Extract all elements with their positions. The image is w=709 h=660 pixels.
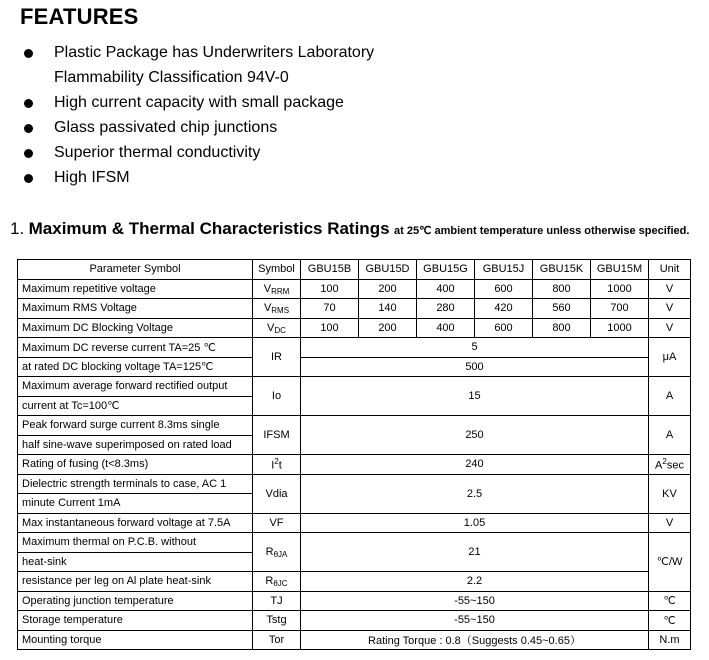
bullet-icon: [24, 149, 33, 158]
table-row: [18, 416, 691, 436]
value-cell: 2.5: [301, 474, 649, 513]
table-row: [18, 533, 691, 553]
symbol-cell: Io: [253, 377, 301, 416]
table-row: [18, 630, 691, 650]
param-cell: minute Current 1mA: [18, 494, 253, 514]
header-cell: GBU15K: [533, 260, 591, 280]
table-row: [18, 279, 691, 299]
header-cell: GBU15G: [417, 260, 475, 280]
param-cell: Dielectric strength terminals to case, AC 1: [18, 474, 253, 494]
feature-item: High current capacity with small package: [24, 90, 374, 115]
param-cell: Maximum DC Blocking Voltage: [18, 318, 253, 338]
param-cell: Peak forward surge current 8.3ms single: [18, 416, 253, 436]
value-cell: 200: [359, 279, 417, 299]
header-cell: GBU15M: [591, 260, 649, 280]
value-cell: 280: [417, 299, 475, 319]
features-heading: FEATURES: [20, 4, 139, 29]
value-cell: 700: [591, 299, 649, 319]
table-row: [18, 474, 691, 494]
feature-item: Plastic Package has Underwriters Laboratory: [24, 40, 374, 65]
param-cell: Max instantaneous forward voltage at 7.5A: [18, 513, 253, 533]
feature-item-continuation: Flammability Classification 94V-0: [54, 69, 289, 86]
param-cell: Maximum repetitive voltage: [18, 279, 253, 299]
section-heading: [10, 219, 689, 239]
value-cell: 800: [533, 279, 591, 299]
symbol-cell: $R_{\theta JC}$: [253, 572, 301, 592]
value-cell: 600: [475, 318, 533, 338]
unit-cell: A: [649, 416, 691, 455]
symbol-cell: Vdia: [253, 474, 301, 513]
param-cell: Maximum DC reverse current TA=25 ℃: [18, 338, 253, 358]
value-cell: 250: [301, 416, 649, 455]
value-cell: 600: [475, 279, 533, 299]
value-cell: 5: [301, 338, 649, 358]
header-cell: Parameter Symbol: [18, 260, 253, 280]
param-cell: Rating of fusing (t<8.3ms): [18, 455, 253, 475]
table-row: [18, 299, 691, 319]
symbol-cell: $R_{\theta JA}$: [253, 533, 301, 572]
value-cell: Rating Torque : 0.8（Suggests 0.45~0.65）: [301, 630, 649, 650]
table-row: [18, 591, 691, 611]
table-row: [18, 318, 691, 338]
section-number: 1.: [10, 219, 25, 238]
value-cell: 100: [301, 279, 359, 299]
value-cell: 420: [475, 299, 533, 319]
table-row: [18, 513, 691, 533]
value-cell: 15: [301, 377, 649, 416]
header-cell: GBU15D: [359, 260, 417, 280]
unit-cell: ℃: [649, 611, 691, 631]
unit-cell: V: [649, 513, 691, 533]
symbol-cell: IFSM: [253, 416, 301, 455]
value-cell: -55~150: [301, 611, 649, 631]
value-cell: 70: [301, 299, 359, 319]
ratings-table: [17, 259, 691, 650]
symbol-cell: $V_{DC}$: [253, 318, 301, 338]
unit-cell: ℃: [649, 591, 691, 611]
value-cell: 400: [417, 279, 475, 299]
param-cell: at rated DC blocking voltage TA=125℃: [18, 357, 253, 377]
symbol-cell: Tstg: [253, 611, 301, 631]
header-cell: Symbol: [253, 260, 301, 280]
unit-cell: V: [649, 279, 691, 299]
symbol-cell: Tor: [253, 630, 301, 650]
header-cell: GBU15B: [301, 260, 359, 280]
bullet-icon: [24, 99, 33, 108]
table-row: [18, 357, 691, 377]
symbol-cell: $I^2t$: [253, 455, 301, 475]
header-cell: GBU15J: [475, 260, 533, 280]
param-cell: heat-sink: [18, 552, 253, 572]
value-cell: -55~150: [301, 591, 649, 611]
unit-cell: V: [649, 299, 691, 319]
value-cell: 400: [417, 318, 475, 338]
symbol-cell: VF: [253, 513, 301, 533]
unit-cell: $A^2\sec$: [649, 455, 691, 475]
unit-cell: KV: [649, 474, 691, 513]
symbol-cell: $V_{RMS}$: [253, 299, 301, 319]
table-row: [18, 611, 691, 631]
feature-item: Glass passivated chip junctions: [24, 115, 374, 140]
value-cell: 560: [533, 299, 591, 319]
param-cell: resistance per leg on Al plate heat-sink: [18, 572, 253, 592]
value-cell: 500: [301, 357, 649, 377]
bullet-icon: [24, 49, 33, 58]
value-cell: 140: [359, 299, 417, 319]
symbol-cell: TJ: [253, 591, 301, 611]
bullet-icon: [24, 174, 33, 183]
unit-cell: μA: [649, 338, 691, 377]
features-list: [24, 40, 374, 190]
value-cell: 1000: [591, 318, 649, 338]
table-row: [18, 572, 691, 592]
value-cell: 240: [301, 455, 649, 475]
bullet-icon: [24, 124, 33, 133]
table-row: [18, 338, 691, 358]
table-row: [18, 455, 691, 475]
param-cell: Storage temperature: [18, 611, 253, 631]
param-cell: half sine-wave superimposed on rated load: [18, 435, 253, 455]
unit-cell: ℃/W: [649, 533, 691, 592]
value-cell: 200: [359, 318, 417, 338]
symbol-cell: $V_{RRM}$: [253, 279, 301, 299]
value-cell: 800: [533, 318, 591, 338]
symbol-cell: IR: [253, 338, 301, 377]
unit-cell: A: [649, 377, 691, 416]
section-title: Maximum & Thermal Characteristics Ratings: [28, 219, 390, 238]
unit-cell: N.m: [649, 630, 691, 650]
feature-item: High IFSM: [24, 165, 374, 190]
section-condition: at 25℃ ambient temperature unless otherwise specified.: [394, 225, 690, 237]
param-cell: Mounting torque: [18, 630, 253, 650]
value-cell: 2.2: [301, 572, 649, 592]
param-cell: Maximum RMS Voltage: [18, 299, 253, 319]
unit-cell: V: [649, 318, 691, 338]
feature-item: Superior thermal conductivity: [24, 140, 374, 165]
table-header-row: [18, 260, 691, 280]
value-cell: 1000: [591, 279, 649, 299]
value-cell: 21: [301, 533, 649, 572]
param-cell: Maximum thermal on P.C.B. without: [18, 533, 253, 553]
value-cell: 1.05: [301, 513, 649, 533]
param-cell: current at Tc=100℃: [18, 396, 253, 416]
table-row: [18, 377, 691, 397]
param-cell: Maximum average forward rectified output: [18, 377, 253, 397]
param-cell: Operating junction temperature: [18, 591, 253, 611]
header-cell: Unit: [649, 260, 691, 280]
value-cell: 100: [301, 318, 359, 338]
